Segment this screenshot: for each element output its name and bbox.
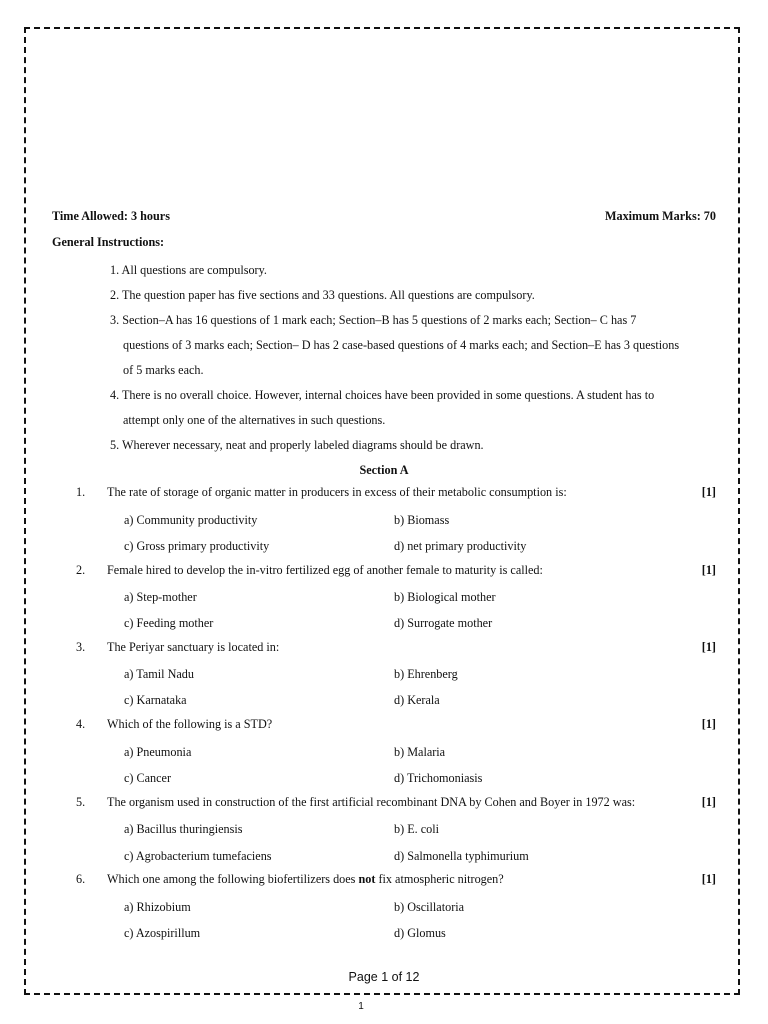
time-allowed: Time Allowed: 3 hours bbox=[52, 209, 170, 223]
instruction-2: 2. The question paper has five sections and 33 questions. All questions are compulsory. bbox=[110, 288, 535, 302]
question-marks: [1] bbox=[701, 872, 716, 886]
option-a: a) Tamil Nadu bbox=[124, 667, 194, 681]
option-c: c) Cancer bbox=[124, 771, 172, 785]
option-a: a) Rhizobium bbox=[124, 900, 191, 914]
instruction-4-line-2: attempt only one of the alternatives in such questions. bbox=[123, 413, 386, 427]
question-number: 1. bbox=[76, 485, 86, 499]
option-b: b) E. coli bbox=[394, 822, 440, 836]
question-number: 6. bbox=[76, 872, 86, 886]
instruction-3-line-2: questions of 3 marks each; Section– D has 2 case-based questions of 4 marks each; and Section–E has 3 questions bbox=[123, 338, 680, 352]
instruction-3-line-3: of 5 marks each. bbox=[123, 363, 204, 377]
option-d: d) Kerala bbox=[394, 693, 440, 707]
question-text-emphasis: not bbox=[358, 872, 376, 886]
question-marks: [1] bbox=[701, 795, 716, 809]
option-a: a) Step-mother bbox=[124, 590, 197, 604]
question-text: The organism used in construction of the first artificial recombinant DNA by Cohen and Boyer in 1972 was: bbox=[107, 795, 636, 809]
question-marks: [1] bbox=[701, 640, 716, 654]
question-marks: [1] bbox=[701, 717, 716, 731]
question-number: 4. bbox=[76, 717, 86, 731]
option-b: b) Biological mother bbox=[394, 590, 496, 604]
option-b: b) Malaria bbox=[394, 745, 446, 759]
option-b: b) Oscillatoria bbox=[394, 900, 465, 914]
option-c: c) Feeding mother bbox=[124, 616, 214, 630]
question-number: 2. bbox=[76, 563, 86, 577]
instruction-1: 1. All questions are compulsory. bbox=[110, 263, 267, 277]
instructions-title: General Instructions: bbox=[52, 235, 165, 249]
option-c: c) Gross primary productivity bbox=[124, 539, 270, 553]
option-d: d) Trichomoniasis bbox=[394, 771, 483, 785]
instruction-3-line-1: 3. Section–A has 16 questions of 1 mark each; Section–B has 5 questions of 2 marks each; Section– C has 7 bbox=[110, 313, 637, 327]
question-text bbox=[107, 872, 504, 887]
option-b: b) Ehrenberg bbox=[394, 667, 458, 681]
option-c: c) Azospirillum bbox=[124, 926, 201, 940]
question-text: The rate of storage of organic matter in producers in excess of their metabolic consumption is: bbox=[107, 485, 567, 499]
option-c: c) Agrobacterium tumefaciens bbox=[124, 849, 272, 863]
instruction-5: 5. Wherever necessary, neat and properly labeled diagrams should be drawn. bbox=[110, 438, 484, 452]
question-text: Which of the following is a STD? bbox=[107, 717, 273, 731]
maximum-marks: Maximum Marks: 70 bbox=[604, 209, 716, 223]
question-number: 5. bbox=[76, 795, 86, 809]
question-marks: [1] bbox=[701, 485, 716, 499]
question-number: 3. bbox=[76, 640, 86, 654]
option-d: d) Glomus bbox=[394, 926, 446, 940]
instruction-4-line-1: 4. There is no overall choice. However, internal choices have been provided in some questions. A student has to bbox=[110, 388, 655, 402]
section-title: Section A bbox=[359, 463, 409, 477]
option-c: c) Karnataka bbox=[124, 693, 187, 707]
page-number: 1 bbox=[358, 1001, 364, 1012]
option-a: a) Bacillus thuringiensis bbox=[124, 822, 243, 836]
question-marks: [1] bbox=[701, 563, 716, 577]
option-b: b) Biomass bbox=[394, 513, 450, 527]
page-footer: Page 1 of 12 bbox=[348, 970, 420, 984]
option-a: a) Pneumonia bbox=[124, 745, 192, 759]
option-a: a) Community productivity bbox=[124, 513, 258, 527]
question-text-end: fix atmospheric nitrogen? bbox=[375, 872, 504, 886]
option-d: d) Surrogate mother bbox=[394, 616, 493, 630]
question-text: Female hired to develop the in-vitro fertilized egg of another female to maturity is called: bbox=[107, 563, 543, 577]
question-text: The Periyar sanctuary is located in: bbox=[107, 640, 280, 654]
question-text-start: Which one among the following biofertilizers does bbox=[107, 872, 359, 886]
option-d: d) net primary productivity bbox=[394, 539, 527, 553]
option-d: d) Salmonella typhimurium bbox=[394, 849, 529, 863]
